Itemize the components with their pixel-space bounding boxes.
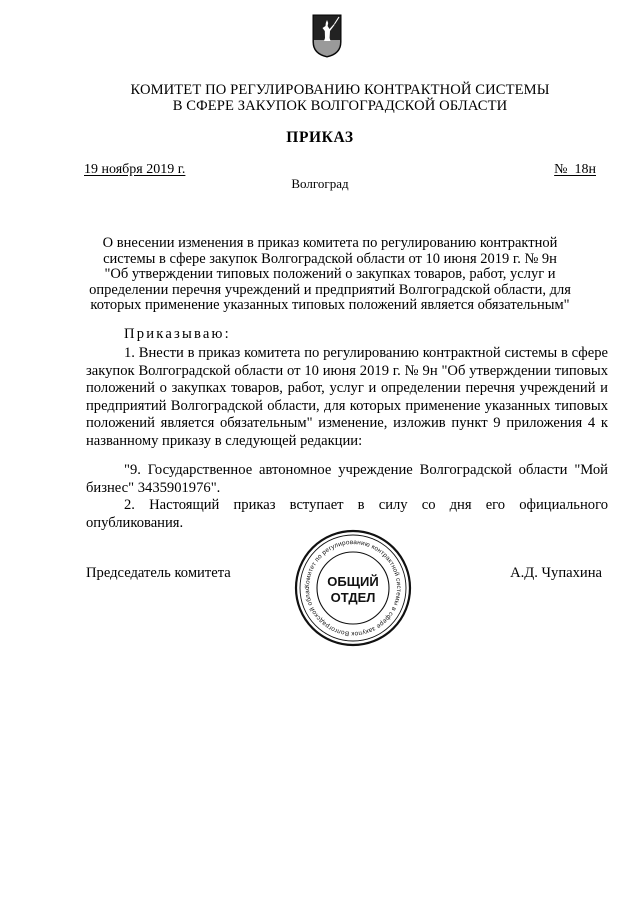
signatory-role: Председатель комитета — [86, 565, 231, 581]
org-name-line-2: В СФЕРЕ ЗАКУПОК ВОЛГОГРАДСКОЙ ОБЛАСТИ — [172, 98, 508, 114]
paragraph-1: 1. Внести в приказ комитета по регулированию контрактной системы в сфере закупок Волгоградской области от 10 июня 2019 г. № 9н "Об утверждении типовых положений о закупках товаров, работ, услуг и определении перечня учреждений и предприятий Волгоградской области, для которых применение указанных типовых положений является обязательным" изменение, изложив пункт 9 приложения 4 к названному приказу в следующей редакции: — [86, 345, 608, 449]
subject-line: которых применение указанных типовых положений является обязательным" — [90, 297, 570, 314]
org-name-line-1: КОМИТЕТ ПО РЕГУЛИРОВАНИЮ КОНТРАКТНОЙ СИСТЕМЫ — [130, 82, 550, 98]
official-stamp — [293, 528, 413, 648]
subject-line: системы в сфере закупок Волгоградской области от 10 июня 2019 г. № 9н — [103, 250, 557, 267]
subject-line: определении перечня учреждений и предприятий Волгоградской области, для — [89, 281, 571, 298]
stamp-center-line-2: ОТДЕЛ — [330, 590, 376, 605]
subject-line: "Об утверждении типовых положений о закупках товаров, работ, услуг и — [104, 266, 556, 283]
signatory-name: А.Д. Чупахина — [510, 565, 602, 581]
document-type-title: ПРИКАЗ — [286, 129, 354, 146]
quoted-amendment: "9. Государственное автономное учреждение Волгоградской области "Мой бизнес" 3435901976". — [86, 462, 608, 496]
order-word: Приказываю: — [124, 326, 231, 342]
stamp-center-line-1: ОБЩИЙ — [327, 574, 379, 589]
document-date: 19 ноября 2019 г. — [84, 162, 186, 177]
order-subject — [60, 236, 600, 314]
document-number: № 18н — [554, 162, 596, 177]
stamp-ring-text: Комитет по регулированию контрактной системы в сфере закупок Волгоградской облас — [303, 538, 403, 638]
paragraph-2: 2. Настоящий приказ вступает в силу со дня его официального опубликования. — [86, 497, 608, 531]
subject-line: О внесении изменения в приказ комитета по регулированию контрактной — [102, 235, 558, 251]
document-city: Волгоград — [291, 176, 349, 191]
volgograd-emblem-icon — [312, 14, 342, 58]
